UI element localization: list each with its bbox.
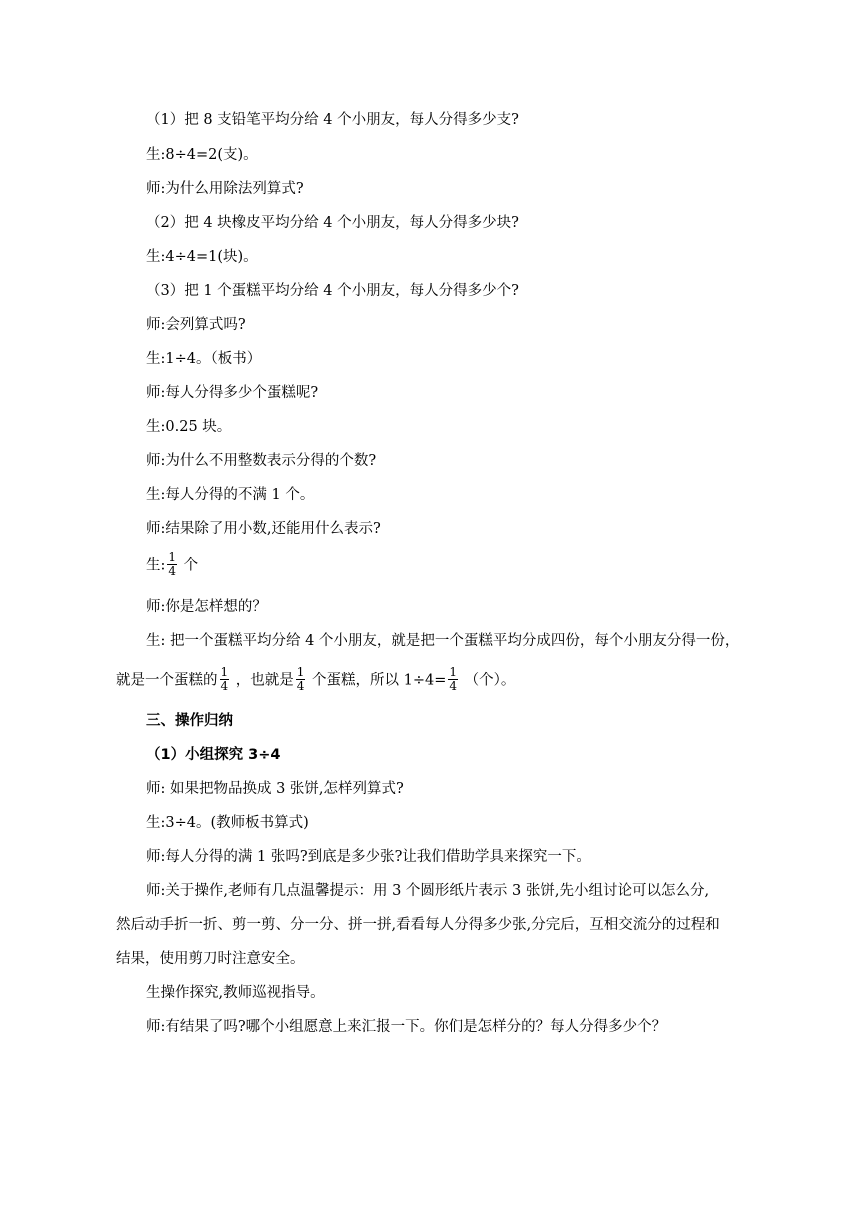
fraction-one-quarter	[296, 666, 306, 693]
explanation-seg-3: 个蛋糕，所以 1÷4=	[307, 672, 447, 689]
answer-line: 生:4÷4=1(块)。	[146, 249, 258, 265]
section-heading: 三、操作归纳	[146, 713, 233, 729]
fraction-one-quarter	[220, 666, 230, 693]
answer-line: 生:1÷4。（板书）	[146, 351, 262, 367]
explanation-line-2	[116, 667, 515, 694]
question-2: （2）把 4 块橡皮平均分给 4 个小朋友，每人分得多少块?	[146, 215, 519, 231]
teacher-line: 师:每人分得多少个蛋糕呢?	[146, 385, 319, 401]
fraction-one-quarter	[167, 551, 177, 578]
fraction-denominator: 4	[168, 564, 177, 578]
fraction-answer-prefix: 生:	[146, 557, 166, 574]
teacher-line: 师:每人分得的满 1 张吗?到底是多少张?让我们借助学具来探究一下。	[146, 849, 591, 865]
fraction-numerator: 1	[168, 550, 177, 564]
question-1: （1）把 8 支铅笔平均分给 4 个小朋友，每人分得多少支?	[146, 112, 519, 128]
teacher-line: 师:你是怎样想的？	[146, 599, 267, 615]
fraction-numerator: 1	[220, 665, 229, 679]
fraction-numerator: 1	[449, 665, 457, 679]
tips-line-3: 结果，使用剪刀时注意安全。	[116, 951, 305, 967]
question-3: （3）把 1 个蛋糕平均分给 4 个小朋友，每人分得多少个?	[146, 283, 519, 299]
teacher-line: 师:为什么用除法列算式?	[146, 181, 304, 197]
teacher-line: 师:会列算式吗?	[146, 317, 246, 333]
fraction-answer-suffix: 个	[179, 557, 199, 574]
fraction-numerator: 1	[296, 665, 305, 679]
activity-line: 生操作探究,教师巡视指导。	[146, 985, 325, 1001]
teacher-line: 师: 如果把物品换成 3 张饼,怎样列算式?	[146, 781, 404, 797]
answer-line: 生:每人分得的不满 1 个。	[146, 487, 315, 503]
fraction-denominator: 4	[220, 679, 229, 693]
answer-line: 生:3÷4。(教师板书算式)	[146, 815, 309, 831]
answer-line: 生:0.25 块。	[146, 419, 232, 435]
sub-heading: （1）小组探究 3÷4	[146, 747, 281, 763]
fraction-denominator: 4	[296, 679, 305, 693]
fraction-answer-line	[146, 552, 198, 579]
tips-line-2: 然后动手折一折、剪一剪、分一分、拼一拼,看看每人分得多少张,分完后，互相交流分的过程和	[116, 917, 720, 933]
explanation-seg-2: ，也就是	[231, 672, 294, 689]
fraction-denominator: 4	[449, 679, 457, 693]
teacher-line: 师:结果除了用小数,还能用什么表示?	[146, 521, 381, 537]
fraction-one-quarter	[448, 666, 458, 693]
answer-line: 生:8÷4=2(支)。	[146, 147, 258, 163]
teacher-line: 师:为什么不用整数表示分得的个数?	[146, 453, 377, 469]
explanation-seg-4: （个）。	[460, 672, 516, 689]
explanation-seg-1: 就是一个蛋糕的	[116, 672, 218, 689]
explanation-line-1: 生: 把一个蛋糕平均分给 4 个小朋友，就是把一个蛋糕平均分成四份，每个小朋友分得一份，	[146, 633, 740, 649]
tips-line-1: 师:关于操作,老师有几点温馨提示：用 3 个圆形纸片表示 3 张饼,先小组讨论可以怎么分,	[146, 883, 710, 899]
teacher-line: 师:有结果了吗?哪个小组愿意上来汇报一下。你们是怎样分的？每人分得多少个？	[146, 1019, 667, 1035]
